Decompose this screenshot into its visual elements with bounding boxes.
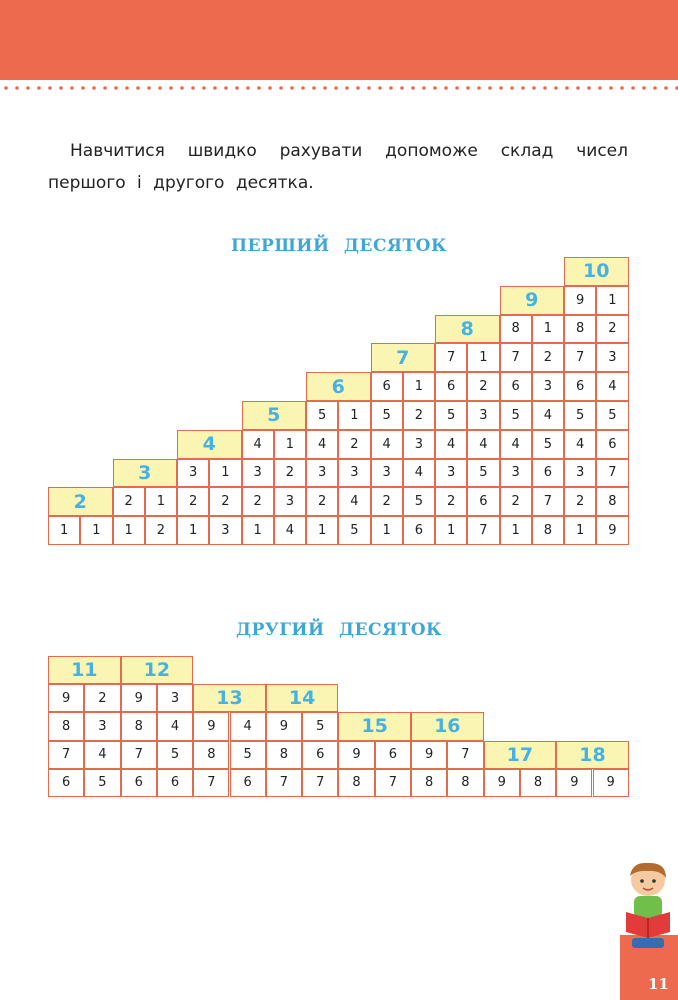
second-decade-cell: 6: [230, 769, 266, 797]
first-decade-cell: 5: [564, 401, 596, 430]
first-decade-cell: 1: [564, 516, 596, 545]
second-decade-cell: 7: [447, 741, 483, 769]
first-decade-cell: 6: [564, 372, 596, 401]
second-decade-cell: 2: [84, 684, 120, 712]
second-decade-header-12: 12: [121, 656, 194, 684]
first-decade-cell: 3: [596, 343, 628, 372]
second-decade-cell: 8: [520, 769, 556, 797]
first-decade-header-8: 8: [435, 315, 500, 344]
first-decade-cell: 5: [500, 401, 532, 430]
first-decade-cell: 1: [338, 401, 370, 430]
first-decade-cell: 4: [500, 430, 532, 459]
second-decade-cell: 9: [193, 712, 229, 740]
top-color-band: [0, 0, 678, 80]
second-decade-cell: 3: [84, 712, 120, 740]
second-decade-cell: 8: [193, 741, 229, 769]
first-decade-cell: 1: [435, 516, 467, 545]
second-decade-cell: 7: [121, 741, 157, 769]
second-decade-cell: 6: [302, 741, 338, 769]
first-decade-cell: 5: [435, 401, 467, 430]
second-decade-cell: 7: [375, 769, 411, 797]
second-decade-cell: 9: [121, 684, 157, 712]
second-decade-cell: 4: [230, 712, 266, 740]
first-decade-cell: 6: [467, 487, 499, 516]
first-decade-cell: 1: [467, 343, 499, 372]
first-decade-cell: 1: [177, 516, 209, 545]
first-decade-cell: 6: [500, 372, 532, 401]
first-decade-cell: 3: [306, 459, 338, 488]
first-decade-cell: 4: [596, 372, 628, 401]
first-decade-cell: 2: [274, 459, 306, 488]
first-decade-title: ПЕРШИЙ ДЕСЯТОК: [231, 236, 447, 256]
second-decade-cell: 5: [84, 769, 120, 797]
first-decade-cell: 8: [532, 516, 564, 545]
first-decade-cell: 6: [596, 430, 628, 459]
first-decade-cell: 1: [209, 459, 241, 488]
second-decade-cell: 6: [48, 769, 84, 797]
first-decade-cell: 9: [564, 286, 596, 315]
second-decade-header-11: 11: [48, 656, 121, 684]
first-decade-cell: 3: [435, 459, 467, 488]
first-decade-cell: 3: [338, 459, 370, 488]
first-decade-cell: 4: [274, 516, 306, 545]
second-decade-cell: 5: [157, 741, 193, 769]
second-decade-cell: 6: [157, 769, 193, 797]
second-decade-cell: 9: [266, 712, 302, 740]
first-decade-header-7: 7: [371, 343, 436, 372]
first-decade-cell: 4: [306, 430, 338, 459]
intro-text: Навчитися швидко рахувати допоможе склад чисел першого і другого десятка.: [48, 141, 628, 193]
second-decade-header-16: 16: [411, 712, 484, 740]
second-decade-header-18: 18: [556, 741, 629, 769]
first-decade-cell: 4: [403, 459, 435, 488]
second-decade-cell: 8: [338, 769, 374, 797]
second-decade-cell: 7: [48, 741, 84, 769]
second-decade-cell: 5: [230, 741, 266, 769]
first-decade-header-9: 9: [500, 286, 565, 315]
first-decade-cell: 1: [48, 516, 80, 545]
second-decade-cell: 8: [48, 712, 84, 740]
first-decade-cell: 5: [403, 487, 435, 516]
first-decade-cell: 4: [467, 430, 499, 459]
second-decade-header-17: 17: [484, 741, 557, 769]
first-decade-cell: 2: [209, 487, 241, 516]
first-decade-cell: 5: [532, 430, 564, 459]
first-decade-header-10: 10: [564, 257, 629, 286]
first-decade-cell: 4: [242, 430, 274, 459]
first-decade-cell: 1: [80, 516, 112, 545]
first-decade-cell: 2: [532, 343, 564, 372]
first-decade-cell: 6: [435, 372, 467, 401]
first-decade-cell: 1: [371, 516, 403, 545]
second-decade-cell: 9: [484, 769, 520, 797]
first-decade-cell: 8: [500, 315, 532, 344]
first-decade-cell: 2: [435, 487, 467, 516]
first-decade-cell: 7: [435, 343, 467, 372]
first-decade-cell: 4: [338, 487, 370, 516]
first-decade-cell: 8: [596, 487, 628, 516]
dotted-divider: [0, 84, 678, 92]
second-decade-cell: 7: [193, 769, 229, 797]
first-decade-cell: 1: [500, 516, 532, 545]
first-decade-cell: 7: [500, 343, 532, 372]
first-decade-cell: 7: [596, 459, 628, 488]
first-decade-cell: 5: [338, 516, 370, 545]
second-decade-header-15: 15: [338, 712, 411, 740]
first-decade-cell: 5: [306, 401, 338, 430]
first-decade-header-5: 5: [242, 401, 307, 430]
first-decade-cell: 1: [306, 516, 338, 545]
first-decade-cell: 3: [564, 459, 596, 488]
second-decade-title: ДРУГИЙ ДЕСЯТОК: [236, 620, 442, 640]
first-decade-cell: 9: [596, 516, 628, 545]
first-decade-cell: 3: [467, 401, 499, 430]
first-decade-cell: 2: [467, 372, 499, 401]
first-decade-cell: 1: [113, 516, 145, 545]
first-decade-cell: 2: [145, 516, 177, 545]
first-decade-cell: 6: [371, 372, 403, 401]
first-decade-header-6: 6: [306, 372, 371, 401]
first-decade-cell: 4: [435, 430, 467, 459]
first-decade-cell: 2: [371, 487, 403, 516]
second-decade-cell: 6: [375, 741, 411, 769]
second-decade-cell: 6: [121, 769, 157, 797]
second-decade-cell: 7: [302, 769, 338, 797]
first-decade-cell: 6: [532, 459, 564, 488]
first-decade-cell: 4: [564, 430, 596, 459]
second-decade-cell: 9: [593, 769, 629, 797]
second-decade-header-13: 13: [193, 684, 266, 712]
child-reading-book-illustration: [618, 860, 678, 950]
first-decade-cell: 2: [500, 487, 532, 516]
second-decade-cell: 9: [338, 741, 374, 769]
second-decade-cell: 8: [121, 712, 157, 740]
second-decade-cell: 5: [302, 712, 338, 740]
first-decade-cell: 1: [596, 286, 628, 315]
first-decade-cell: 7: [564, 343, 596, 372]
first-decade-cell: 3: [371, 459, 403, 488]
second-decade-cell: 9: [48, 684, 84, 712]
first-decade-cell: 3: [500, 459, 532, 488]
first-decade-cell: 3: [242, 459, 274, 488]
second-decade-cell: 8: [266, 741, 302, 769]
second-decade-cell: 4: [157, 712, 193, 740]
first-decade-cell: 1: [403, 372, 435, 401]
first-decade-cell: 3: [209, 516, 241, 545]
first-decade-cell: 1: [532, 315, 564, 344]
first-decade-cell: 3: [403, 430, 435, 459]
first-decade-cell: 2: [113, 487, 145, 516]
first-decade-cell: 2: [306, 487, 338, 516]
first-decade-cell: 5: [596, 401, 628, 430]
first-decade-cell: 5: [467, 459, 499, 488]
first-decade-cell: 2: [177, 487, 209, 516]
first-decade-cell: 7: [532, 487, 564, 516]
first-decade-cell: 3: [532, 372, 564, 401]
first-decade-cell: 3: [274, 487, 306, 516]
first-decade-cell: 1: [242, 516, 274, 545]
first-decade-cell: 4: [371, 430, 403, 459]
second-decade-cell: 7: [266, 769, 302, 797]
first-decade-cell: 8: [564, 315, 596, 344]
first-decade-cell: 2: [338, 430, 370, 459]
first-decade-cell: 2: [596, 315, 628, 344]
first-decade-cell: 1: [274, 430, 306, 459]
first-decade-cell: 2: [242, 487, 274, 516]
second-decade-cell: 8: [411, 769, 447, 797]
first-decade-cell: 4: [532, 401, 564, 430]
second-decade-cell: 9: [556, 769, 592, 797]
second-decade-cell: 4: [84, 741, 120, 769]
first-decade-cell: 6: [403, 516, 435, 545]
second-decade-cell: 9: [411, 741, 447, 769]
first-decade-header-4: 4: [177, 430, 242, 459]
page-number: 11: [648, 975, 669, 993]
first-decade-cell: 5: [371, 401, 403, 430]
second-decade-header-14: 14: [266, 684, 339, 712]
first-decade-cell: 7: [467, 516, 499, 545]
first-decade-cell: 2: [403, 401, 435, 430]
second-decade-cell: 8: [447, 769, 483, 797]
first-decade-cell: 3: [177, 459, 209, 488]
second-decade-cell: 3: [157, 684, 193, 712]
first-decade-cell: 2: [564, 487, 596, 516]
first-decade-cell: 1: [145, 487, 177, 516]
first-decade-header-2: 2: [48, 487, 113, 516]
first-decade-header-3: 3: [113, 459, 178, 488]
